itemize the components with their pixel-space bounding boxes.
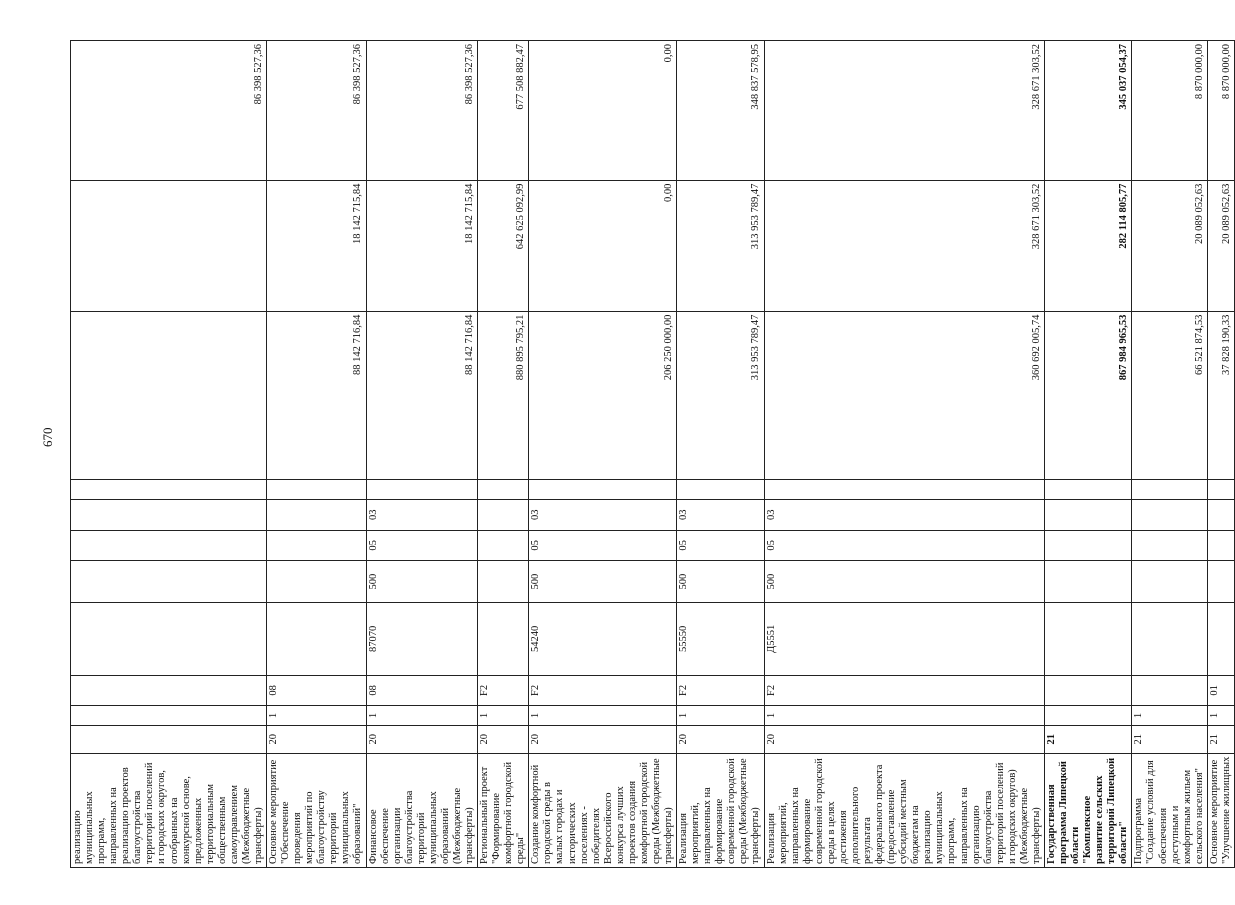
amount-cell: 20 089 052,63	[1132, 180, 1207, 311]
table-row	[677, 41, 764, 868]
amount-cell: 86 398 527,36	[71, 41, 267, 181]
page-number: 670	[40, 427, 55, 447]
amount-cell: 880 895 795,21	[478, 311, 529, 480]
code-cell	[478, 603, 529, 676]
code-cell	[1132, 603, 1207, 676]
amount-cell: 86 398 527,36	[267, 41, 367, 181]
code-cell	[1132, 480, 1207, 500]
amount-cell: 0,00	[529, 41, 677, 181]
code-cell	[478, 561, 529, 603]
code-cell: 500	[366, 561, 478, 603]
code-cell	[267, 561, 367, 603]
amount-cell: 66 521 874,53	[1132, 311, 1207, 480]
code-cell: 05	[529, 530, 677, 561]
code-cell: 1	[366, 706, 478, 726]
amount-cell: 20 089 052,63	[1207, 180, 1234, 311]
code-cell	[1044, 480, 1131, 500]
code-cell: F2	[677, 675, 764, 706]
code-cell	[71, 706, 267, 726]
code-cell	[1044, 603, 1131, 676]
code-cell	[1132, 530, 1207, 561]
code-cell: F2	[478, 675, 529, 706]
code-cell: 55550	[677, 603, 764, 676]
table-row	[267, 41, 367, 868]
amount-cell: 8 870 000,00	[1207, 41, 1234, 181]
code-cell: 03	[764, 499, 1044, 530]
code-cell: 20	[366, 725, 478, 753]
code-cell: 1	[1132, 706, 1207, 726]
code-cell: 1	[267, 706, 367, 726]
code-cell: 05	[764, 530, 1044, 561]
amount-cell: 360 692 005,74	[764, 311, 1044, 480]
code-cell: 08	[267, 675, 367, 706]
code-cell	[267, 499, 367, 530]
code-cell: 500	[677, 561, 764, 603]
table-row	[764, 41, 1044, 868]
amount-cell: 328 671 303,52	[764, 41, 1044, 181]
code-cell: 87070	[366, 603, 478, 676]
code-cell	[267, 530, 367, 561]
amount-cell: 867 984 965,53	[1044, 311, 1131, 480]
code-cell: 20	[267, 725, 367, 753]
code-cell	[478, 480, 529, 500]
code-cell: 20	[478, 725, 529, 753]
budget-table-container	[70, 40, 1232, 868]
amount-cell: 37 828 190,33	[1207, 311, 1234, 480]
amount-cell: 642 625 092,99	[478, 180, 529, 311]
table-row	[529, 41, 677, 868]
code-cell	[677, 480, 764, 500]
code-cell	[1207, 499, 1234, 530]
code-cell: Д5551	[764, 603, 1044, 676]
code-cell	[267, 480, 367, 500]
code-cell: 03	[366, 499, 478, 530]
code-cell: 20	[529, 725, 677, 753]
amount-cell: 348 837 578,95	[677, 41, 764, 181]
code-cell	[71, 480, 267, 500]
code-cell: 08	[366, 675, 478, 706]
code-cell: 05	[677, 530, 764, 561]
code-cell	[1044, 499, 1131, 530]
table-row	[1132, 41, 1207, 868]
code-cell: 20	[764, 725, 1044, 753]
code-cell	[1207, 561, 1234, 603]
row-name-cell: реализацию муниципальных программ, направленных на реализацию проектов благоустройства территорий поселений и городских округов, отобранных на конкурсной основе, предложенных территориальным общественным самоуправлением (Межбюджетные трансферты)	[71, 753, 267, 867]
table-row	[1207, 41, 1234, 868]
code-cell: 500	[529, 561, 677, 603]
code-cell: 1	[529, 706, 677, 726]
amount-cell: 313 953 789,47	[677, 311, 764, 480]
table-row	[1044, 41, 1131, 868]
code-cell: 1	[677, 706, 764, 726]
code-cell	[478, 530, 529, 561]
code-cell	[764, 480, 1044, 500]
code-cell: 500	[764, 561, 1044, 603]
row-name-cell: Государственная программа Липецкой области "Комплексное развитие сельских территорий Липецкой области"	[1044, 753, 1131, 867]
row-name-cell: Реализация мероприятий, направленных на формирование современной городской среды в целях достижения дополнительного результата федерального проекта (предоставление субсидий местным бюджетам на реализацию муниципальных программ, направленных на организацию благоустройства территорий поселений и городских округов) (Межбюджетные трансферты)	[764, 753, 1044, 867]
code-cell: 05	[366, 530, 478, 561]
code-cell	[1207, 530, 1234, 561]
amount-cell: 345 037 054,37	[1044, 41, 1131, 181]
code-cell	[1132, 499, 1207, 530]
code-cell	[71, 499, 267, 530]
code-cell	[71, 530, 267, 561]
code-cell	[478, 499, 529, 530]
row-name-cell: Основное мероприятие "Улучшение жилищных	[1207, 753, 1234, 867]
budget-table	[70, 40, 1235, 868]
code-cell: 54240	[529, 603, 677, 676]
row-name-cell: Реализация мероприятий, направленных на формирование современной городской среды (Межбюджетные трансферты)	[677, 753, 764, 867]
amount-cell: 88 142 716,84	[267, 311, 367, 480]
code-cell: 20	[677, 725, 764, 753]
amount-cell: 86 398 527,36	[366, 41, 478, 181]
table-row	[71, 41, 267, 868]
code-cell	[1132, 675, 1207, 706]
code-cell	[529, 480, 677, 500]
amount-cell: 313 953 789,47	[677, 180, 764, 311]
row-name-cell: Подпрограмма "Создание условий для обеспечения доступным и комфортным жильем сельского населения"	[1132, 753, 1207, 867]
row-name-cell: Финансовое обеспечение организации благоустройства территорий муниципальных образований (Межбюджетные трансферты)	[366, 753, 478, 867]
code-cell: 1	[1207, 706, 1234, 726]
code-cell: 21	[1207, 725, 1234, 753]
amount-cell: 282 114 805,77	[1044, 180, 1131, 311]
row-name-cell: Создание комфортной городской среды в малых городах и исторических поселениях - победителях Всероссийского конкурса лучших проектов создания комфортной городской среды (Межбюджетные трансферты)	[529, 753, 677, 867]
table-row	[366, 41, 478, 868]
row-name-cell: Региональный проект "Формирование комфортной городской среды"	[478, 753, 529, 867]
code-cell: 1	[764, 706, 1044, 726]
table-row	[478, 41, 529, 868]
code-cell	[71, 675, 267, 706]
code-cell: 03	[529, 499, 677, 530]
code-cell	[267, 603, 367, 676]
row-name-cell: Основное мероприятие "Обеспечение проведения мероприятий по благоустройству территорий муниципальных образований"	[267, 753, 367, 867]
code-cell: F2	[764, 675, 1044, 706]
amount-cell: 8 870 000,00	[1132, 41, 1207, 181]
code-cell: 1	[478, 706, 529, 726]
code-cell	[366, 480, 478, 500]
amount-cell: 88 142 716,84	[366, 311, 478, 480]
amount-cell: 677 508 882,47	[478, 41, 529, 181]
code-cell: F2	[529, 675, 677, 706]
code-cell: 21	[1132, 725, 1207, 753]
code-cell	[1044, 675, 1131, 706]
code-cell	[1044, 706, 1131, 726]
amount-cell: 0,00	[529, 180, 677, 311]
amount-cell: 206 250 000,00	[529, 311, 677, 480]
code-cell: 21	[1044, 725, 1131, 753]
code-cell: 01	[1207, 675, 1234, 706]
code-cell	[71, 561, 267, 603]
code-cell	[71, 603, 267, 676]
amount-cell	[71, 311, 267, 480]
code-cell: 03	[677, 499, 764, 530]
amount-cell: 18 142 715,84	[366, 180, 478, 311]
amount-cell	[71, 180, 267, 311]
code-cell	[1132, 561, 1207, 603]
amount-cell: 18 142 715,84	[267, 180, 367, 311]
code-cell	[71, 725, 267, 753]
code-cell	[1044, 561, 1131, 603]
code-cell	[1044, 530, 1131, 561]
amount-cell: 328 671 303,52	[764, 180, 1044, 311]
code-cell	[1207, 480, 1234, 500]
code-cell	[1207, 603, 1234, 676]
